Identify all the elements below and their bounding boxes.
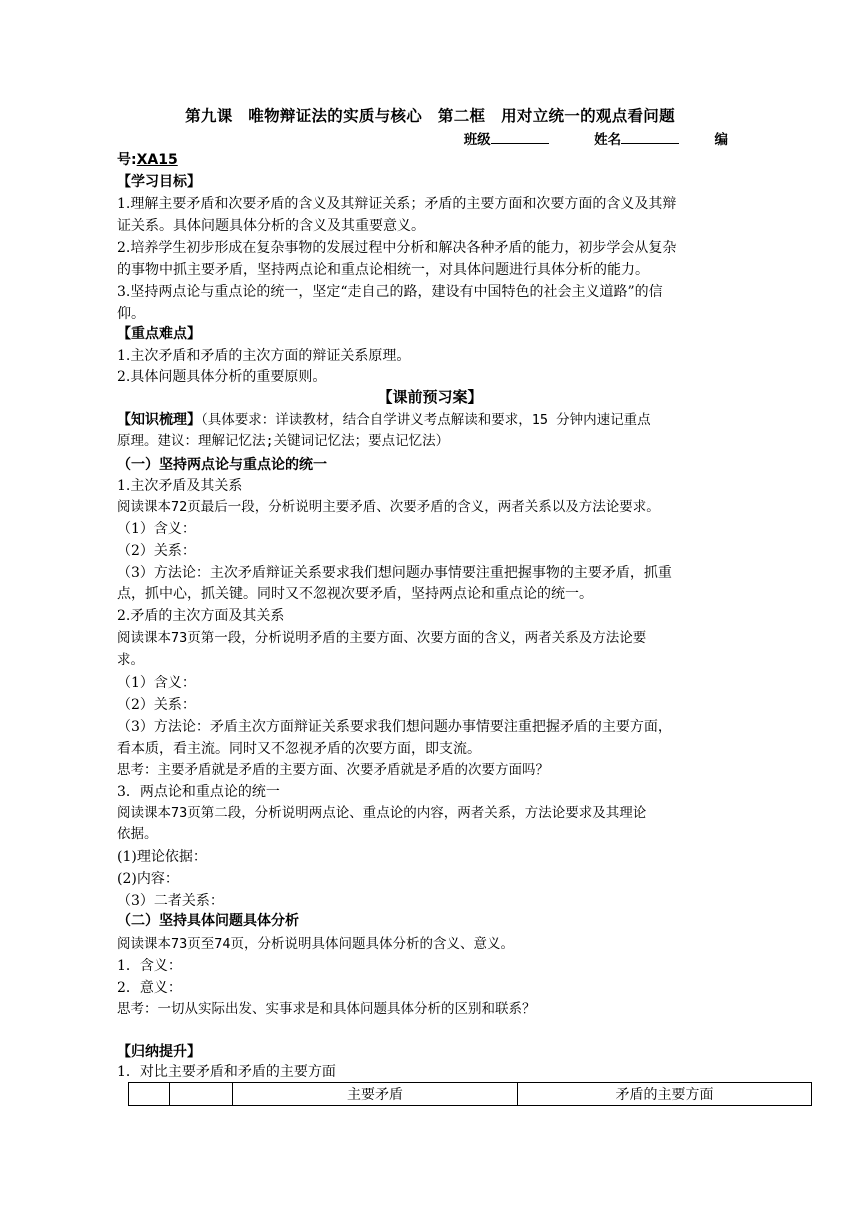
knowledge-req-2: 原理。建议：理解记忆法;关键词记忆法；要点记忆法） — [117, 433, 450, 449]
preview-heading: 【课前预习案】 — [377, 388, 483, 406]
item-method-cont: 看本质，看主流。同时又不忽视矛盾的次要方面，即支流。 — [117, 741, 481, 757]
class-label: 班级 — [463, 132, 491, 148]
subsection-1-3: 3．两点论和重点论的统一 — [117, 784, 280, 800]
name-blank — [621, 131, 679, 144]
item-meaning: 1．含义： — [117, 958, 182, 974]
item-meaning: （1）含义： — [117, 675, 196, 691]
key-points-heading: 【重点难点】 — [117, 326, 201, 342]
think-question-1: 思考：主要矛盾就是矛盾的主要方面、次要矛盾就是矛盾的次要方面吗？ — [117, 762, 549, 778]
section-2-heading: （二）坚持具体问题具体分析 — [117, 913, 299, 929]
meta-fields — [464, 128, 728, 148]
subsection-1-2: 2.矛盾的主次方面及其关系 — [117, 608, 285, 624]
item-method-cont: 点，抓中心，抓关键。同时又不忽视次要矛盾，坚持两点论和重点论的统一。 — [117, 586, 593, 602]
item-relation: （3）二者关系： — [117, 893, 224, 909]
item-relation: （2）关系： — [117, 697, 196, 713]
class-blank — [491, 131, 549, 144]
summary-heading: 【归纳提升】 — [117, 1044, 201, 1060]
table-cell — [129, 1083, 170, 1106]
objective-line: 1.理解主要矛盾和次要矛盾的含义及其辩证关系；矛盾的主要方面和次要方面的含义及其辩 — [117, 196, 677, 212]
objective-line: 证关系。具体问题具体分析的含义及其重要意义。 — [117, 218, 425, 234]
item-method: （3）方法论：主次矛盾辩证关系要求我们想问题办事情要注重把握事物的主要矛盾，抓重 — [117, 565, 672, 581]
section-1-heading: （一）坚持两点论与重点论的统一 — [117, 457, 327, 473]
item-theory-basis: (1)理论依据： — [117, 849, 207, 865]
subsection-1-1: 1.主次矛盾及其关系 — [117, 478, 243, 494]
key-point-line: 2.具体问题具体分析的重要原则。 — [117, 369, 327, 385]
item-significance: 2．意义： — [117, 980, 182, 996]
knowledge-req-1: （具体要求：详读教材，结合自学讲义考点解读和要求，15 分钟内速记重点 — [201, 412, 651, 428]
objective-line: 3.坚持两点论与重点论的统一，坚定“走自己的路，建设有中国特色的社会主义道路”的信 — [117, 284, 663, 300]
think-question-2: 思考：一切从实际出发、实事求是和具体问题具体分析的区别和联系？ — [117, 1001, 536, 1017]
item-relation: （2）关系： — [117, 543, 196, 559]
table-cell — [170, 1083, 233, 1106]
reading-1-3-cont: 依据。 — [117, 826, 158, 842]
table-header-main-contradiction: 主要矛盾 — [233, 1083, 518, 1106]
code-prefix: 号: — [117, 152, 137, 168]
knowledge-heading: 【知识梳理】 — [117, 412, 201, 428]
table-row — [129, 1083, 812, 1106]
table-header-main-aspect: 矛盾的主要方面 — [518, 1083, 812, 1106]
reading-1-2-cont: 求。 — [117, 652, 144, 668]
code-line — [117, 150, 747, 170]
reading-1-1: 阅读课本72页最后一段，分析说明主要矛盾、次要矛盾的含义，两者关系以及方法论要求。 — [117, 499, 660, 515]
reading-1-2: 阅读课本73页第一段，分析说明矛盾的主要方面、次要方面的含义，两者关系及方法论要 — [117, 630, 647, 646]
objective-line: 仰。 — [117, 306, 145, 322]
code-label: 编 — [714, 132, 728, 148]
code-value: XA15 — [136, 152, 178, 168]
objective-line: 的事物中抓主要矛盾，坚持两点论和重点论相统一，对具体问题进行具体分析的能力。 — [117, 262, 649, 278]
name-label: 姓名 — [594, 132, 622, 148]
summary-item-1: 1．对比主要矛盾和矛盾的主要方面 — [117, 1064, 336, 1080]
item-meaning: （1）含义： — [117, 521, 196, 537]
reading-2: 阅读课本73页至74页，分析说明具体问题具体分析的含义、意义。 — [117, 936, 515, 952]
knowledge-req-line — [117, 410, 747, 430]
objective-line: 2.培养学生初步形成在复杂事物的发展过程中分析和解决各种矛盾的能力，初步学会从复杂 — [117, 240, 677, 256]
key-point-line: 1.主次矛盾和矛盾的主次方面的辩证关系原理。 — [117, 348, 411, 364]
page-title: 第九课 唯物辩证法的实质与核心 第二框 用对立统一的观点看问题 — [185, 107, 675, 125]
reading-1-3: 阅读课本73页第二段，分析说明两点论、重点论的内容，两者关系，方法论要求及其理论 — [117, 805, 647, 821]
comparison-table — [128, 1082, 812, 1106]
objectives-heading: 【学习目标】 — [117, 174, 201, 190]
item-method: （3）方法论：矛盾主次方面辩证关系要求我们想问题办事情要注重把握矛盾的主要方面， — [117, 719, 672, 735]
item-content: (2)内容： — [117, 871, 179, 887]
